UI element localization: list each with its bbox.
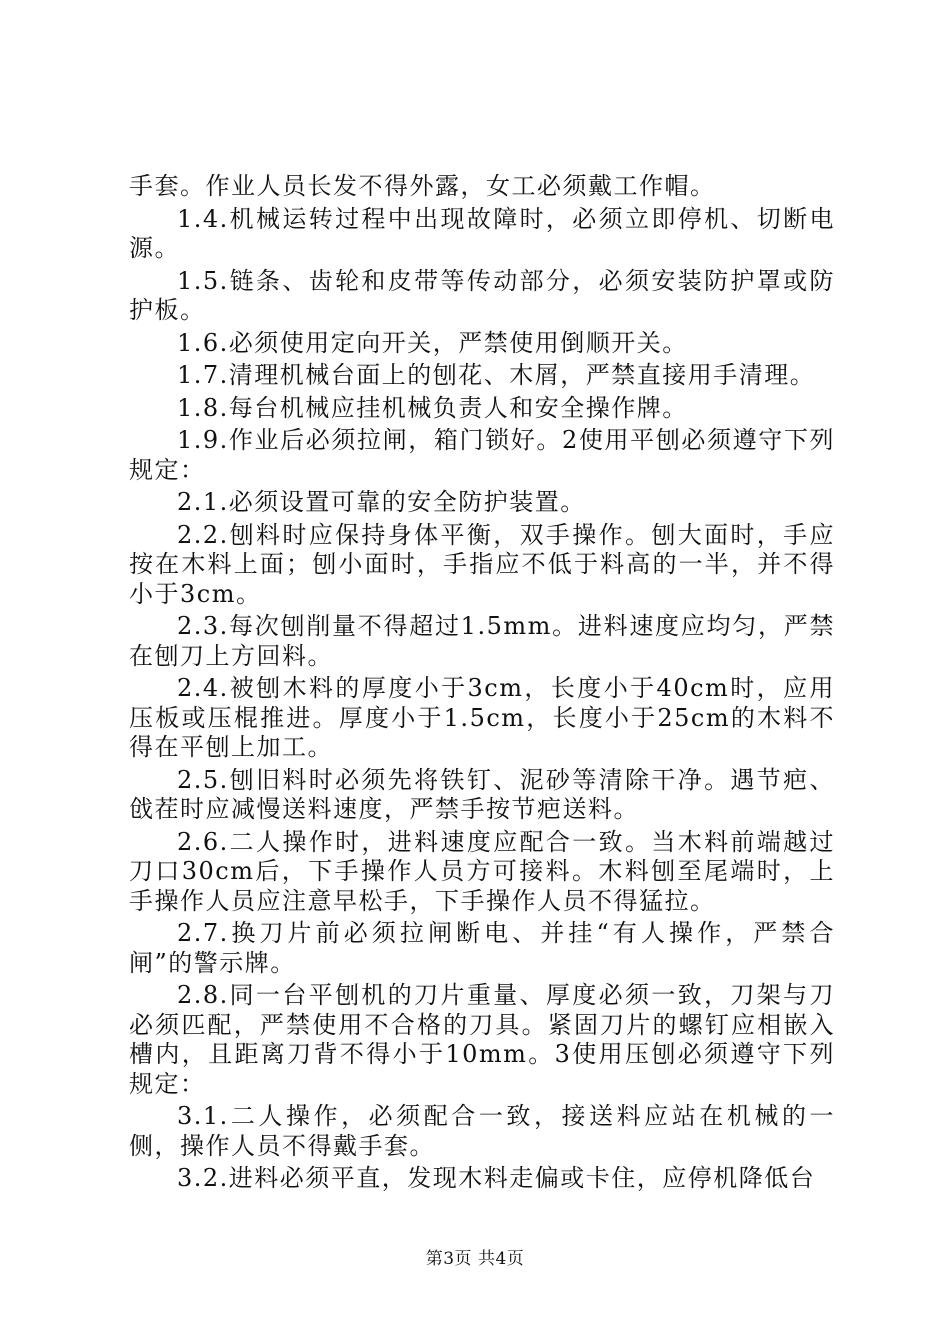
paragraph-2-4: 2.4.被刨木料的厚度小于3cm，长度小于40cm时，应用压板或压棍推进。厚度小于1.5cm，长度小于25cm的木料不得在平刨上加工。 [129,674,835,761]
paragraph-2-2: 2.2.刨料时应保持身体平衡，双手操作。刨大面时，手应按在木料上面；刨小面时，手指应不低于料高的一半，并不得小于3cm。 [129,520,835,608]
document-body [129,172,835,1197]
paragraph-2-3: 2.3.每次刨削量不得超过1.5mm。进料速度应均匀，严禁在刨刀上方回料。 [129,612,835,670]
paragraph-3-1: 3.1.二人操作，必须配合一致，接送料应站在机械的一侧，操作人员不得戴手套。 [129,1102,835,1160]
paragraph-2-5: 2.5.刨旧料时必须先将铁钉、泥砂等清除干净。遇节疤、戗茬时应减慢送料速度，严禁手按节疤送料。 [129,765,835,823]
paragraph-1-6: 1.6.必须使用定向开关，严禁使用倒顺开关。 [177,328,688,357]
paragraph-1-4: 1.4.机械运转过程中出现故障时，必须立即停机、切断电源。 [129,204,835,262]
paragraph-1-5: 1.5.链条、齿轮和皮带等传动部分，必须安装防护罩或防护板。 [129,266,835,324]
paragraph-2-6: 2.6.二人操作时，进料速度应配合一致。当木料前端越过刀口30cm后，下手操作人员方可接料。木料刨至尾端时，上手操作人员应注意早松手，下手操作人员不得猛拉。 [129,827,835,915]
paragraph-1-9: 1.9.作业后必须拉闸，箱门锁好。2使用平刨必须遵守下列规定： [129,426,835,484]
paragraph-3-2: 3.2.进料必须平直，发现木料走偏或卡住，应停机降低台 [177,1164,816,1192]
page-number-footer: 第3页 共4页 [425,1249,525,1269]
paragraph-1-8: 1.8.每台机械应挂机械负责人和安全操作牌。 [177,393,688,422]
paragraph-2-8: 2.8.同一台平刨机的刀片重量、厚度必须一致，刀架与刀必须匹配，严禁使用不合格的刀具。紧固刀片的螺钉应相嵌入槽内，且距离刀背不得小于10mm。3使用压刨必须遵守下列规定： [129,981,835,1098]
paragraph-continuation: 手套。作业人员长发不得外露，女工必须戴工作帽。 [129,172,716,200]
paragraph-1-7: 1.7.清理机械台面上的刨花、木屑，严禁直接用手清理。 [177,361,816,389]
paragraph-2-1: 2.1.必须设置可靠的安全防护装置。 [177,488,586,516]
paragraph-2-7: 2.7.换刀片前必须拉闸断电、并挂“有人操作，严禁合闸”的警示牌。 [129,919,835,977]
